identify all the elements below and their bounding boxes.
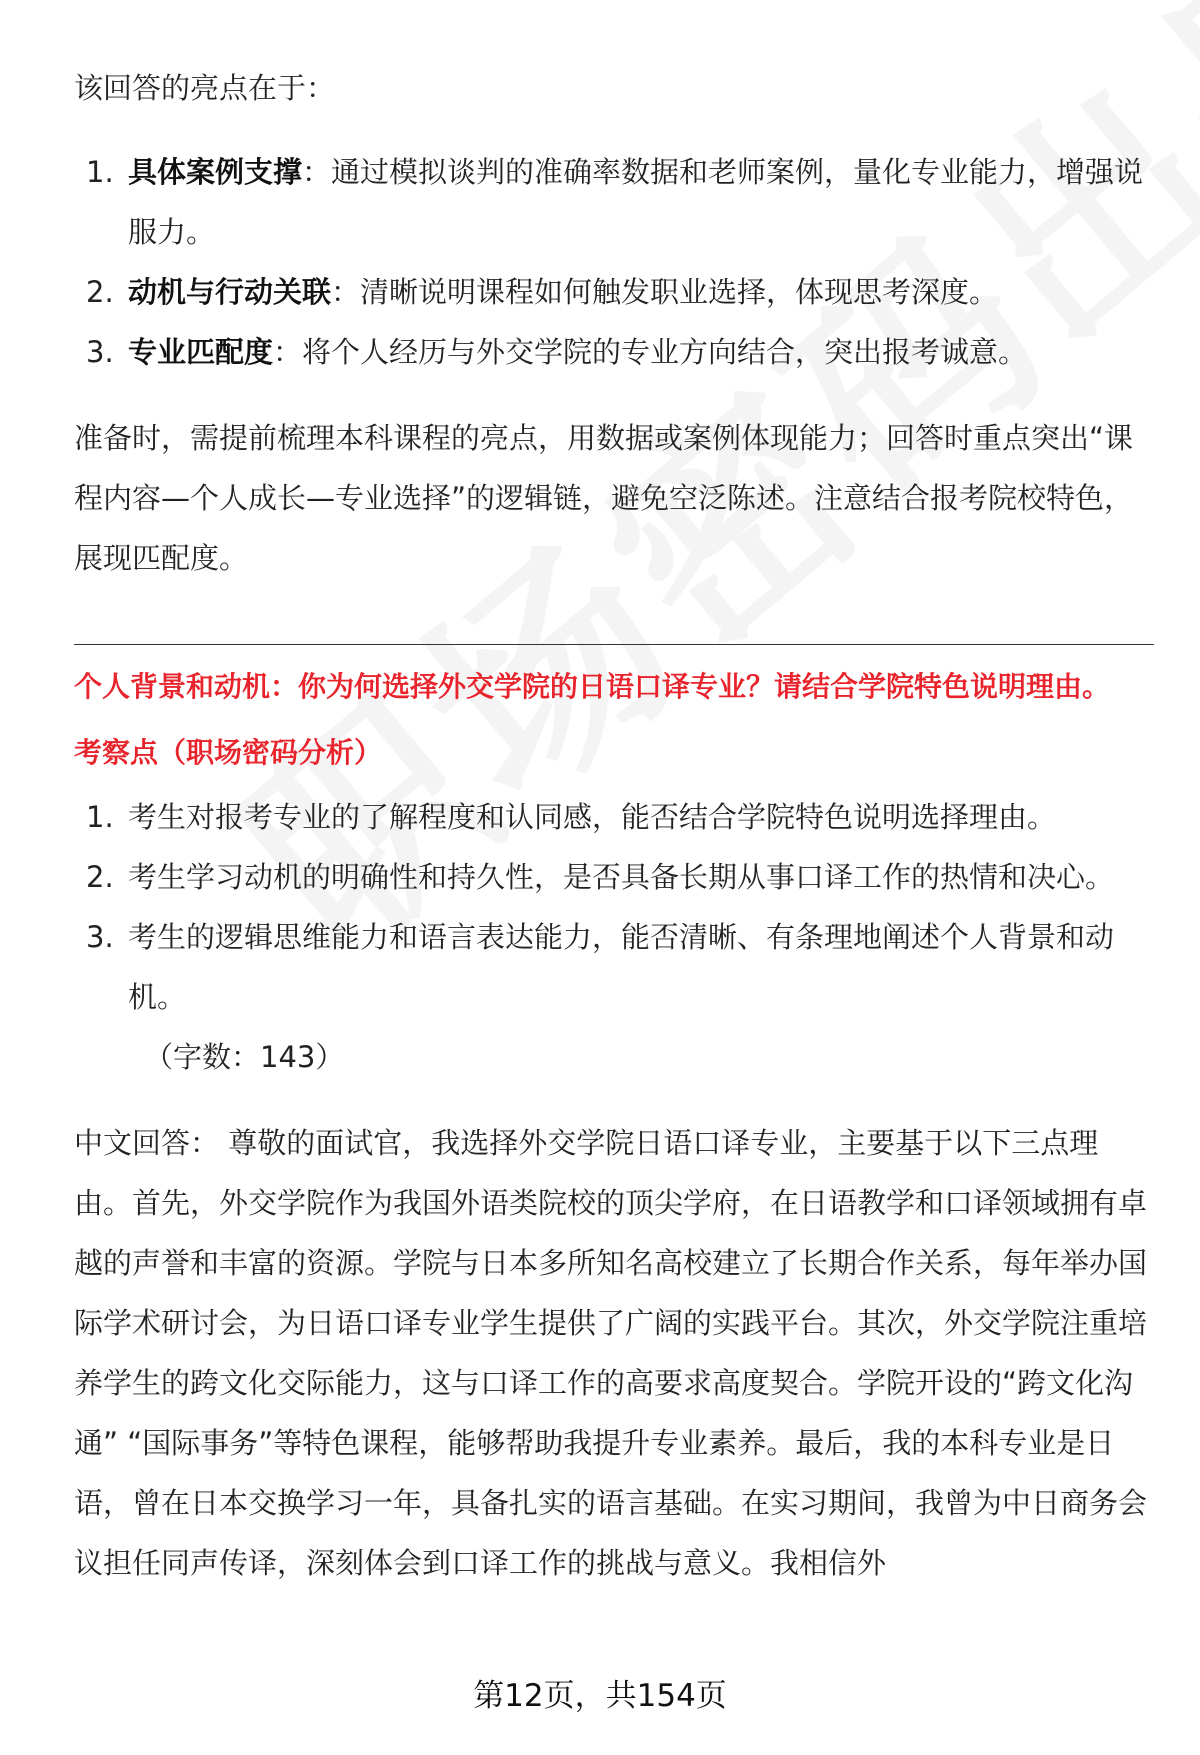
separator: ： <box>302 155 332 189</box>
list-number: 3. <box>86 920 114 954</box>
list-item <box>74 262 1154 322</box>
separator: ： <box>331 275 361 309</box>
page-content <box>74 58 1154 1593</box>
key-points-heading: 考察点（职场密码分析） <box>74 736 383 769</box>
highlights-intro: 该回答的亮点在于： <box>74 71 336 105</box>
preparation-advice: 准备时，需提前梳理本科课程的亮点，用数据或案例体现能力；回答时重点突出“课程内容—个人成长—专业选择”的逻辑链，避免空泛陈述。注意结合报考院校特色，展现匹配度。 <box>74 421 1134 575</box>
list-item <box>74 142 1154 262</box>
list-number: 3. <box>86 335 114 369</box>
key-point-text: 考生的逻辑思维能力和语言表达能力，能否清晰、有条理地阐述个人背景和动机。 <box>128 920 1115 1014</box>
highlight-title: 动机与行动关联 <box>128 275 332 309</box>
list-item <box>74 787 1154 847</box>
word-count: （字数：143） <box>144 1040 345 1074</box>
key-point-text: 考生学习动机的明确性和持久性，是否具备长期从事口译工作的热情和决心。 <box>128 860 1115 894</box>
question-heading: 个人背景和动机：你为何选择外交学院的日语口译专业？请结合学院特色说明理由。 <box>74 670 1111 703</box>
section-divider <box>74 644 1154 645</box>
list-item <box>74 322 1154 382</box>
highlights-list <box>74 142 1154 382</box>
highlight-title: 专业匹配度 <box>128 335 274 369</box>
list-number: 1. <box>86 800 114 834</box>
separator: ： <box>273 335 303 369</box>
highlight-text: 通过模拟谈判的准确率数据和老师案例，量化专业能力，增强说服力。 <box>128 155 1144 249</box>
highlight-text: 清晰说明课程如何触发职业选择，体现思考深度。 <box>360 275 999 309</box>
highlight-title: 具体案例支撑 <box>128 155 303 189</box>
list-item <box>74 907 1154 1027</box>
key-points-list <box>74 787 1154 1027</box>
list-number: 2. <box>86 860 114 894</box>
key-point-text: 考生对报考专业的了解程度和认同感，能否结合学院特色说明选择理由。 <box>128 800 1057 834</box>
chinese-answer: 中文回答： 尊敬的面试官，我选择外交学院日语口译专业，主要基于以下三点理由。首先，外交学院作为我国外语类院校的顶尖学府，在日语教学和口译领域拥有卓越的声誉和丰富的资源。学院与日本多所知名高校建立了长期合作关系，每年举办国际学术研讨会，为日语口译专业学生提供了广阔的实践平台。其次，外交学院注重培养学生的跨文化交际能力，这与口译工作的高要求高度契合。学院开设的“跨文化沟通” “国际事务”等特色课程，能够帮助我提升专业素养。最后，我的本科专业是日语，曾在日本交换学习一年，具备扎实的语言基础。在实习期间，我曾为中日商务会议担任同声传译，深刻体会到口译工作的挑战与意义。我相信外 <box>74 1126 1148 1580</box>
highlight-text: 将个人经历与外交学院的专业方向结合，突出报考诚意。 <box>302 335 1028 369</box>
list-number: 2. <box>86 275 114 309</box>
page-number: 第12页，共154页 <box>473 1678 727 1714</box>
list-item <box>74 847 1154 907</box>
list-number: 1. <box>86 155 114 189</box>
